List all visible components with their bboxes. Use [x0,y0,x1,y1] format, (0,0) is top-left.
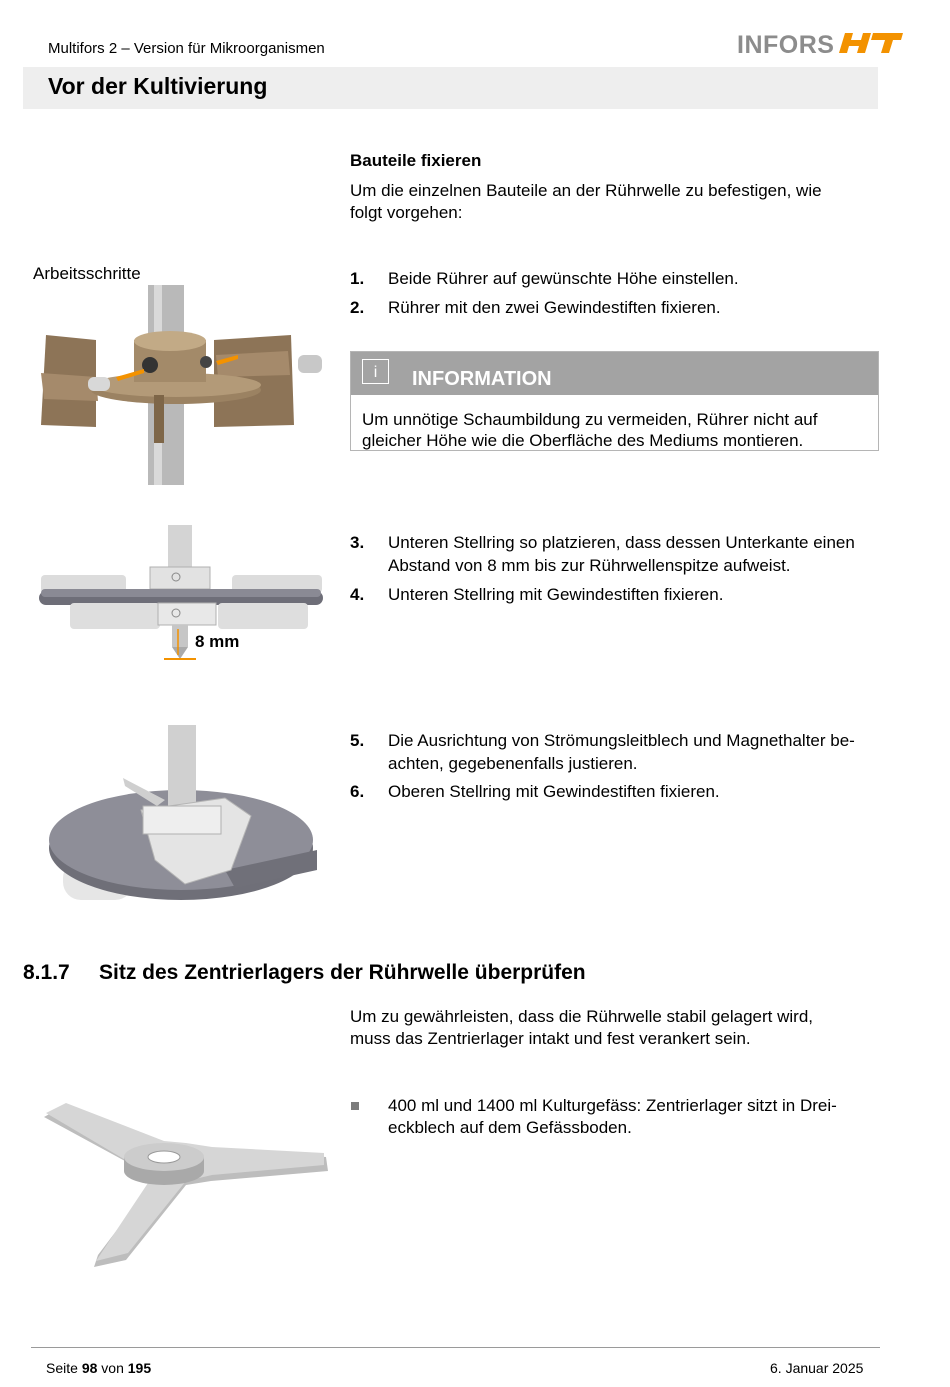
info-icon: i [362,359,389,384]
intro-text-line1: Um die einzelnen Bauteile an der Rührwelle zu befestigen, wie [350,181,822,200]
impeller-assembly-illustration [36,285,331,487]
chapter-title: Vor der Kultivierung [48,73,268,99]
document-title: Multifors 2 – Version für Mikroorganismen [48,40,325,57]
information-text [362,409,872,451]
step-text-line1: Unteren Stellring so platzieren, dass dessen Unterkante einen [388,533,855,552]
information-box [350,351,879,451]
section-text-line1: Um zu gewährleisten, dass die Rührwelle stabil gelagert wird, [350,1007,813,1026]
step-number: 4. [350,585,365,604]
bullet-item-line1: 400 ml und 1400 ml Kulturgefäss: Zentrierlager sitzt in Drei- [388,1096,837,1115]
step-text: Oberen Stellring mit Gewindestiften fixieren. [388,782,720,801]
logo-text: INFORS [737,31,835,59]
centering-bearing-illustration [36,1095,336,1275]
step-text-line1: Die Ausrichtung von Strömungsleitblech und Magnethalter be- [388,731,855,750]
ht-logo-icon [839,30,905,56]
section-title: Sitz des Zentrierlagers der Rührwelle überprüfen [99,961,586,984]
lower-collar-illustration [36,525,331,670]
intro-text-line2: folgt vorgehen: [350,203,463,222]
page-mid: von [101,1360,124,1376]
step-number: 5. [350,731,365,750]
section-text-line2: muss das Zentrierlager intakt und fest verankert sein. [350,1029,751,1048]
page-current: 98 [81,1360,98,1376]
step-number: 2. [350,298,365,317]
baffle-magnet-holder-illustration [45,720,325,910]
page-number [46,1360,151,1376]
intro-heading: Bauteile fixieren [350,151,482,170]
step-text [388,531,880,577]
intro-text [350,180,880,224]
information-text-line2: gleicher Höhe wie die Oberfläche des Mediums montieren. [362,431,804,450]
dimension-label: 8 mm [195,632,240,651]
page-prefix: Seite [46,1360,78,1376]
bullet-item [388,1095,880,1139]
information-text-line1: Um unnötige Schaumbildung zu vermeiden, Rührer nicht auf [362,410,818,429]
information-title: INFORMATION [412,368,552,390]
step-text: Rührer mit den zwei Gewindestiften fixieren. [388,298,721,317]
bullet-item-line2: eckblech auf dem Gefässboden. [388,1118,632,1137]
step-text-line2: achten, gegebenenfalls justieren. [388,754,638,773]
step-number: 1. [350,269,365,288]
step-number: 3. [350,533,365,552]
step-text [388,729,880,775]
infors-ht-logo [737,30,905,60]
section-number: 8.1.7 [23,961,70,984]
footer-date: 6. Januar 2025 [770,1360,864,1376]
section-text [350,1006,880,1050]
step-text: Unteren Stellring mit Gewindestiften fixieren. [388,585,724,604]
footer-divider [31,1347,880,1348]
step-text: Beide Rührer auf gewünschte Höhe einstellen. [388,269,739,288]
information-header [351,352,878,395]
bullet-square-icon [351,1102,359,1110]
page-total: 195 [127,1360,152,1376]
step-number: 6. [350,782,365,801]
side-label: Arbeitsschritte [33,264,141,283]
step-text-line2: Abstand von 8 mm bis zur Rührwellenspitze aufweist. [388,556,791,575]
